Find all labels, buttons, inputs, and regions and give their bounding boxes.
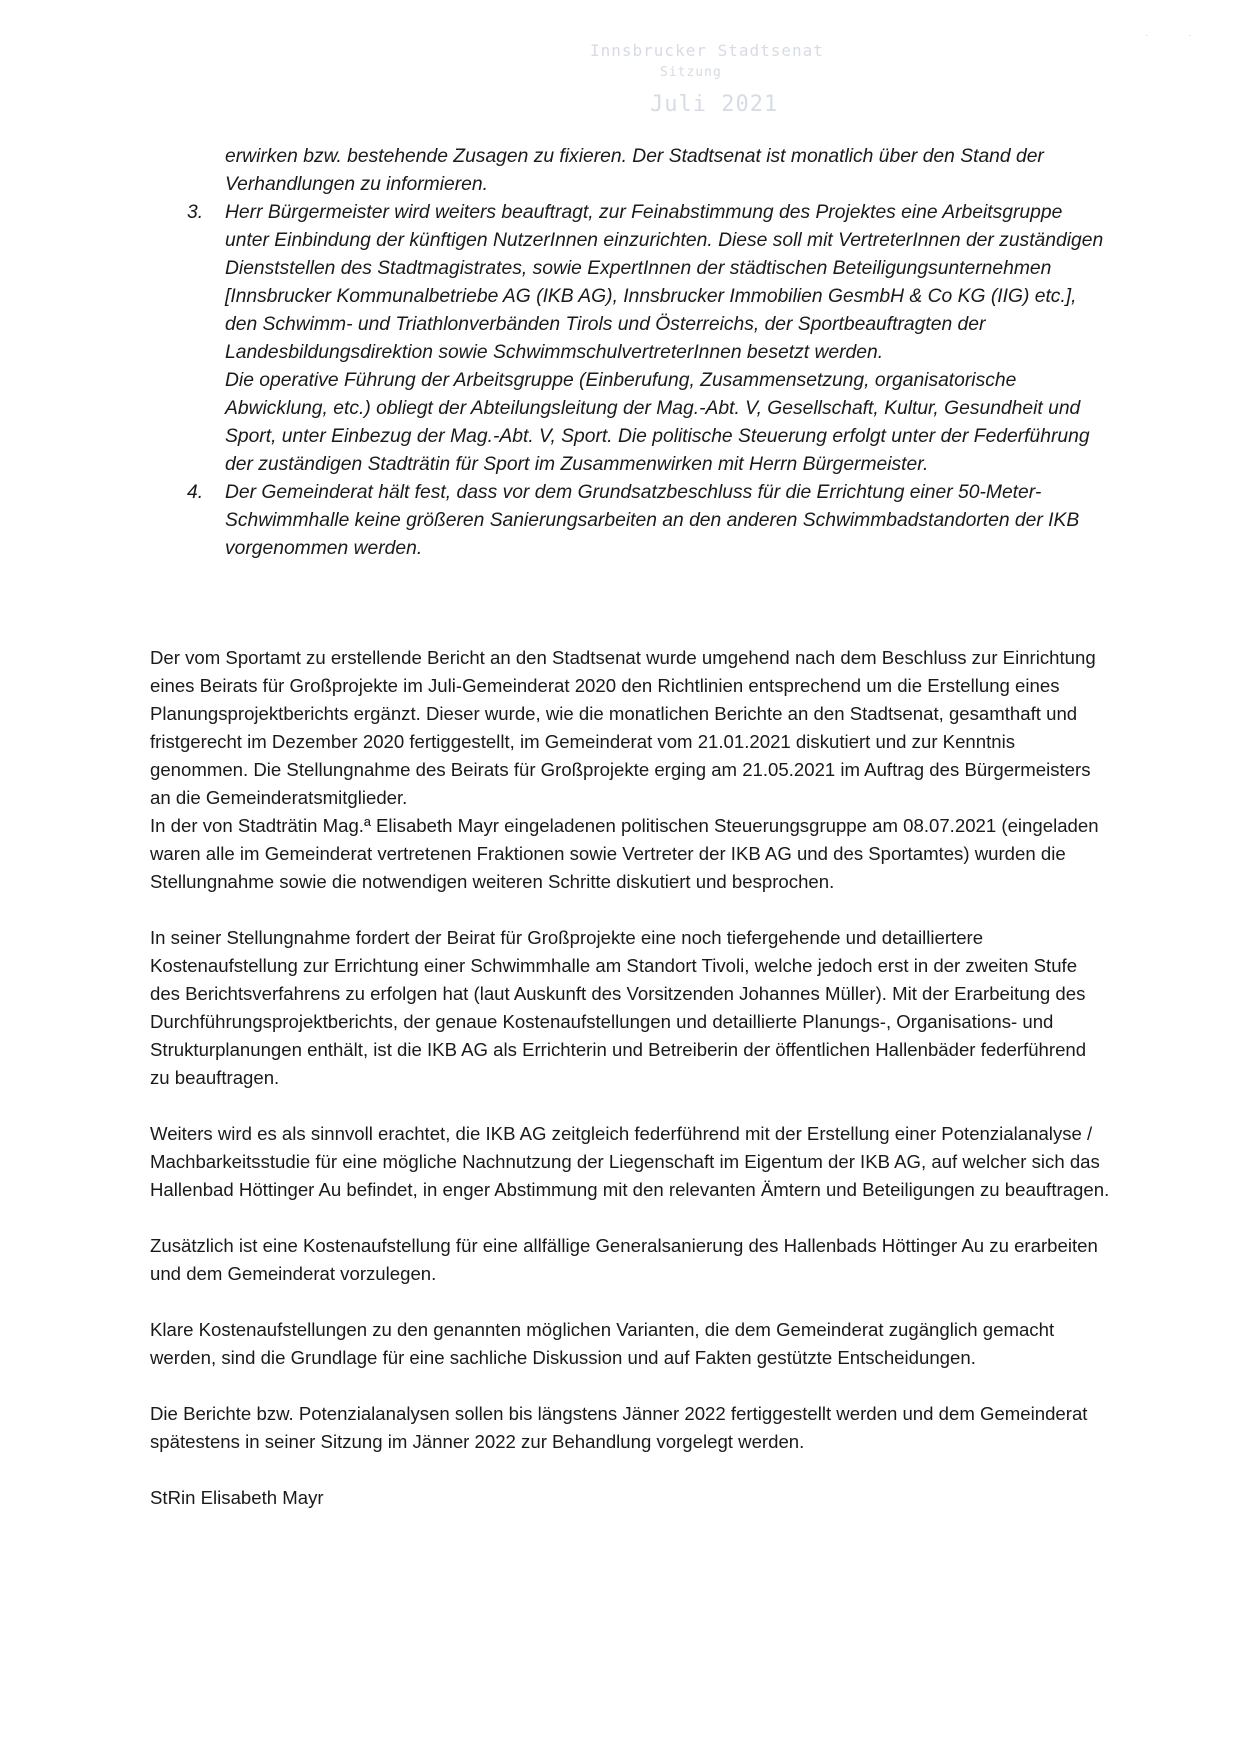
faded-stamp — [590, 40, 850, 116]
body-text — [150, 644, 1110, 1540]
list-item-text: Herr Bürgermeister wird weiters beauftragt, zur Feinabstimmung des Projektes eine Arbeitsgruppe unter Einbindung der künftigen NutzerInnen einzurichten. Diese soll mit VertreterInnen der zuständigen Dienststellen des Stadtmagistrates, sowie ExpertInnen der städtischen Beteiligungsunternehmen [Innsbrucker Kommunalbetriebe AG (IKB AG), Innsbrucker Immobilien GesmbH & Co KG (IIG) etc.], den Schwimm- und Triathlonverbänden Tirols und Österreichs, der Sportbeauftragten der Landesbildungsdirektion sowie SchwimmschulvertreterInnen besetzt werden. — [225, 202, 1104, 363]
paragraph-advisory-statement: In seiner Stellungnahme fordert der Beirat für Großprojekte eine noch tiefergehende und detailliertere Kostenaufstellung zur Errichtung einer Schwimmhalle am Standort Tivoli, welche jedoch erst in der zweiten Stufe des Berichtsverfahrens zu erfolgen hat (laut Auskunft des Vorsitzenden Johannes Müller). Mit der Erarbeitung des Durchführungsprojektberichts, der genaue Kostenaufstellungen und detaillierte Planungs-, Organisations- und Strukturplanungen enthält, ist die IKB AG als Errichterin und Betreiberin der öffentlichen Hallenbäder federführend zu beauftragen. — [150, 927, 1087, 1088]
stamp-line-1: Innsbrucker Stadtsenat — [590, 41, 824, 60]
paragraph-potential-analysis: Weiters wird es als sinnvoll erachtet, die IKB AG zeitgleich federführend mit der Erstellung einer Potenzialanalyse / Machbarkeitsstudie für eine mögliche Nachnutzung der Liegenschaft im Eigentum der IKB AG, auf welcher sich das Hallenbad Höttinger Au befindet, in enger Abstimmung mit den relevanten Ämtern und Beteiligungen zu beauftragen. — [150, 1123, 1110, 1200]
signature: StRin Elisabeth Mayr — [150, 1487, 324, 1508]
paragraph-deadline: Die Berichte bzw. Potenzialanalysen sollen bis längstens Jänner 2022 fertiggestellt werden und dem Gemeinderat spätestens in seiner Sitzung im Jänner 2022 zur Behandlung vorgelegt werden. — [150, 1403, 1088, 1452]
paragraph-renovation: Zusätzlich ist eine Kostenaufstellung für eine allfällige Generalsanierung des Hallenbads Höttinger Au zu erarbeiten und dem Gemeinderat vorzulegen. — [150, 1235, 1098, 1284]
paragraph-steering-group: In der von Stadträtin Mag.ª Elisabeth Mayr eingeladenen politischen Steuerungsgruppe am 08.07.2021 (eingeladen waren alle im Gemeinderat vertretenen Fraktionen sowie Vertreter der IKB AG und des Sportamtes) wurden die Stellungnahme sowie die notwendigen weiteren Schritte diskutiert und besprochen. — [150, 815, 1099, 892]
list-item-3 — [150, 199, 1110, 479]
list-item-number: 4. — [187, 482, 204, 503]
stamp-line-2: Sitzung — [660, 65, 722, 80]
list-item-text-2: Die operative Führung der Arbeitsgruppe (Einberufung, Zusammensetzung, organisatorische Abwicklung, etc.) obliegt der Abteilungsleitung der Mag.-Abt. V, Gesellschaft, Kultur, Gesundheit und Sport, unter Einbezug der Mag.-Abt. V, Sport. Die politische Steuerung erfolgt unter der Federführung der zuständigen Stadträtin für Sport im Zusammenwirken mit Herrn Bürgermeister. — [225, 370, 1090, 475]
list-continuation: erwirken bzw. bestehende Zusagen zu fixieren. Der Stadtsenat ist monatlich über den Stand der Verhandlungen zu informieren. — [225, 146, 1044, 195]
scan-speckles: ·· — [1145, 30, 1232, 41]
list-item-number: 3. — [187, 202, 204, 223]
list-item-4 — [150, 479, 1110, 563]
stamp-line-3: Juli 2021 — [650, 92, 779, 117]
paragraph-report: Der vom Sportamt zu erstellende Bericht an den Stadtsenat wurde umgehend nach dem Beschluss zur Einrichtung eines Beirats für Großprojekte im Juli-Gemeinderat 2020 den Richtlinien entsprechend um die Erstellung eines Planungsprojektberichts ergänzt. Dieser wurde, wie die monatlichen Berichte an den Stadtsenat, gesamthaft und fristgerecht im Dezember 2020 fertiggestellt, im Gemeinderat vom 21.01.2021 diskutiert und zur Kenntnis genommen. Die Stellungnahme des Beirats für Großprojekte erging am 21.05.2021 im Auftrag des Bürgermeisters an die Gemeinderatsmitglieder. — [150, 647, 1096, 808]
resolution-list — [150, 143, 1110, 563]
paragraph-cost-breakdown: Klare Kostenaufstellungen zu den genannten möglichen Varianten, die dem Gemeinderat zugänglich gemacht werden, sind die Grundlage für eine sachliche Diskussion und auf Fakten gestützte Entscheidungen. — [150, 1319, 1055, 1368]
list-item-text: Der Gemeinderat hält fest, dass vor dem Grundsatzbeschluss für die Errichtung einer 50-Meter-Schwimmhalle keine größeren Sanierungsarbeiten an den anderen Schwimmbadstandorten der IKB vorgenommen werden. — [225, 482, 1080, 559]
